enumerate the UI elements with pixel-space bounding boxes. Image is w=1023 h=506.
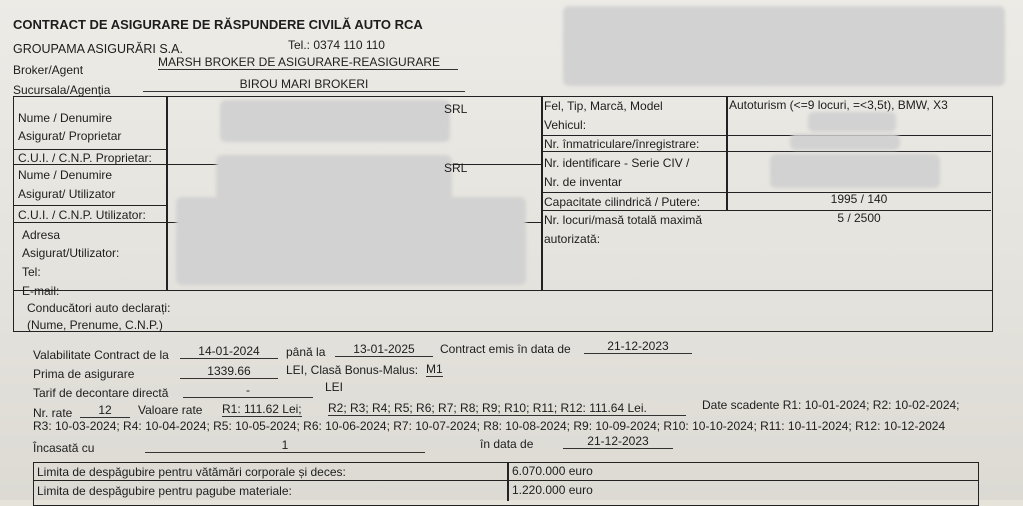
user-tel-label: Tel: — [22, 265, 41, 279]
document-title: CONTRACT DE ASIGURARE DE RĂSPUNDERE CIVILĂ AUTO RCA — [13, 17, 423, 32]
vehicle-type-value: Autoturism (<=9 locuri, =<3,5t), BMW, X3 — [729, 98, 948, 112]
installment-r1: R1: 111.62 Lei; — [222, 402, 302, 416]
direct-tariff-currency: LEI — [325, 380, 344, 394]
issued-label: Contract emis în data de — [440, 342, 571, 356]
vehicle-seats-label-2: autorizată: — [544, 232, 601, 246]
validity-label: Valabilitate Contract de la — [33, 348, 169, 362]
broker-value: MARSH BROKER DE ASIGURARE-REASIGURARE — [158, 55, 458, 70]
validity-to-label: până la — [286, 345, 326, 359]
owner-name-suffix: SRL — [444, 102, 468, 116]
material-limit-value: 1.220.000 euro — [512, 483, 593, 497]
owner-name-label-2: Asigurat/ Proprietar — [18, 129, 122, 143]
branch-label: Sucursala/Agenția — [13, 83, 111, 97]
bonus-malus: M1 — [426, 362, 443, 376]
vehicle-capacity-label: Capacitate cilindrică / Putere: — [544, 195, 701, 209]
branch-value: BIROU MARI BROKERI — [143, 77, 465, 92]
vehicle-type-label: Fel, Tip, Marcă, Model — [544, 99, 663, 113]
owner-name-label: Nume / Denumire — [18, 111, 113, 125]
user-name-suffix: SRL — [444, 161, 468, 175]
redacted-vehicle-vin — [770, 154, 940, 188]
insurer-phone: Tel.: 0374 110 110 — [288, 38, 385, 52]
material-limit-label: Limita de despăgubire pentru pagube materiale: — [37, 484, 292, 498]
collected-date-label: în data de — [480, 437, 534, 451]
validity-to: 13-01-2025 — [335, 342, 433, 357]
installments-value: 12 — [80, 403, 130, 418]
issued-date: 21-12-2023 — [584, 339, 692, 354]
owner-cui-label: C.U.I. / C.N.P. Proprietar: — [18, 151, 152, 165]
direct-tariff-value: - — [183, 383, 313, 398]
redacted-vehicle-reg — [790, 134, 900, 150]
user-address-label-2: Asigurat/Utilizator: — [22, 246, 120, 260]
validity-from: 14-01-2024 — [180, 344, 278, 359]
broker-label: Broker/Agent — [13, 63, 84, 77]
user-email-label: E-mail: — [22, 284, 60, 298]
vehicle-id-label-2: Nr. de inventar — [544, 175, 623, 189]
user-address-label: Adresa — [22, 228, 61, 242]
redacted-user-name — [216, 155, 452, 201]
premium-value: 1339.66 — [180, 364, 278, 379]
vehicle-capacity-value: 1995 / 140 — [830, 192, 888, 206]
collected-label: Încasată cu — [33, 441, 95, 455]
installment-rest: R2; R3; R4; R5; R6; R7; R8; R9; R10; R11; R12: 111.64 Lei. — [328, 401, 686, 416]
direct-tariff-label: Tarif de decontare directă — [33, 386, 169, 400]
premium-label: Prima de asigurare — [33, 367, 135, 381]
redacted-owner-name — [220, 100, 450, 142]
vehicle-id-label: Nr. identificare - Serie CIV / — [544, 156, 690, 170]
bodily-limit-value: 6.070.000 euro — [512, 464, 593, 478]
drivers-label: Conducători auto declarați: — [27, 301, 171, 315]
user-cui-label: C.U.I. / C.N.P. Utilizator: — [18, 208, 146, 222]
bodily-limit-label: Limita de despăgubire pentru vătămări corporale și deces: — [37, 465, 346, 479]
vehicle-reg-label: Nr. înmatriculare/înregistrare: — [544, 137, 700, 151]
user-name-label: Nume / Denumire — [18, 168, 113, 182]
vehicle-seats-value: 5 / 2500 — [837, 211, 881, 225]
installment-value-label: Valoare rate — [138, 403, 203, 417]
vehicle-seats-label: Nr. locuri/masă totală maximă — [544, 213, 703, 227]
due-dates-line-1: Date scadente R1: 10-01-2024; R2: 10-02-2024; — [702, 398, 960, 412]
user-name-label-2: Asigurat/ Utilizator — [18, 187, 116, 201]
installments-label: Nr. rate — [33, 406, 73, 420]
insurer-name: GROUPAMA ASIGURĂRI S.A. — [13, 42, 183, 56]
drivers-label-2: (Nume, Prenume, C.N.P.) — [27, 318, 163, 332]
collected-date: 21-12-2023 — [563, 434, 673, 449]
vehicle-type-label-2: Vehicul: — [544, 118, 587, 132]
premium-currency: LEI, Clasă Bonus-Malus: — [286, 363, 419, 377]
redacted-area-header — [563, 6, 1005, 86]
redacted-user-address — [176, 197, 526, 285]
redacted-vehicle-model — [808, 112, 896, 132]
due-dates-line-2: R3: 10-03-2024; R4: 10-04-2024; R5: 10-05-2024; R6: 10-06-2024; R7: 10-07-2024; R8: 10-08-2024; R9: 10-09-2024; R10: 10-10-2024; R11: 10-11-2024; R12: 10-12-2024 — [33, 419, 946, 433]
collected-value: 1 — [145, 438, 425, 453]
